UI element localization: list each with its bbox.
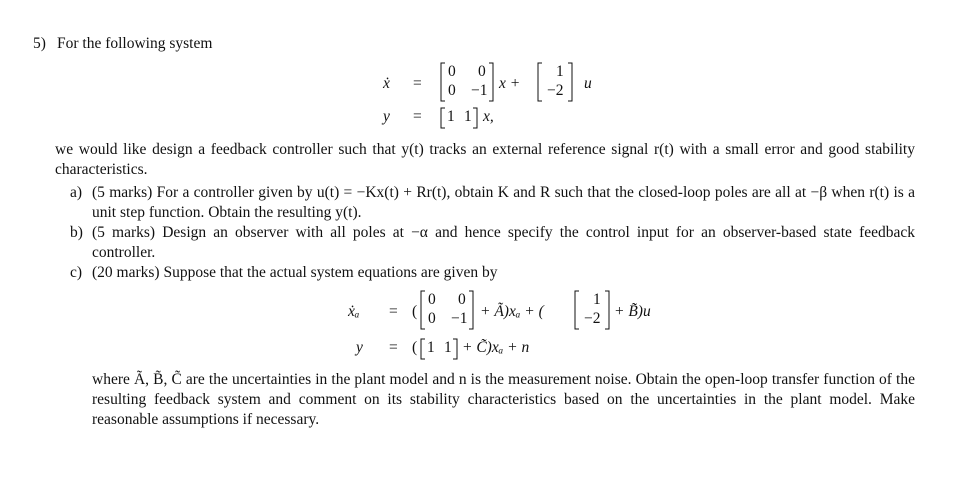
matrix-b bbox=[537, 62, 573, 102]
eq-sign-4: = bbox=[389, 339, 398, 356]
matrix-a-actual bbox=[420, 290, 474, 330]
xa-dot-lhs: ẋₐ bbox=[348, 303, 360, 320]
ba1: 1 bbox=[593, 291, 601, 308]
ca1: 1 bbox=[427, 339, 435, 356]
matrix-b-actual bbox=[574, 290, 610, 330]
problem-intro: For the following system bbox=[57, 35, 213, 52]
x-plus: x + bbox=[499, 75, 521, 92]
closing-paragraph: where Ã, B̃, C̃ are the uncertainties in the plant model and n is the measurement noise. Obtain the open-loop transfer function of the resulting feedback system and comment on its stability characteristics based on the uncertainties in the plant model. Make reasonable assumptions if necessary. bbox=[92, 371, 915, 428]
open-paren-2: ( bbox=[412, 339, 418, 356]
aa12: 0 bbox=[458, 291, 466, 308]
ba2: −2 bbox=[584, 310, 601, 327]
a21: 0 bbox=[448, 82, 456, 99]
a12: 0 bbox=[478, 63, 486, 80]
matrix-c-actual bbox=[420, 338, 458, 360]
b2: −2 bbox=[547, 82, 564, 99]
part-b-label: b) bbox=[70, 224, 83, 241]
x-end: x, bbox=[483, 108, 494, 125]
eq-sign-1: = bbox=[413, 75, 422, 92]
plus-b-tilde: + B̃)u bbox=[614, 303, 651, 320]
aa22: −1 bbox=[451, 310, 468, 327]
aa11: 0 bbox=[428, 291, 436, 308]
part-a bbox=[70, 183, 915, 223]
part-a-text: (5 marks) For a controller given by u(t) = −Kx(t) + Rr(t), obtain K and R such that the closed-loop poles are all at −β when r(t) is a unit step function. Obtain the resulting y(t). bbox=[92, 184, 915, 221]
plus-c-tilde: + C̃)xₐ + n bbox=[462, 339, 530, 356]
c2: 1 bbox=[464, 108, 472, 125]
c1: 1 bbox=[447, 108, 455, 125]
matrix-c bbox=[440, 107, 478, 129]
open-paren-1: ( bbox=[412, 303, 418, 320]
y-lhs: y bbox=[383, 108, 390, 125]
part-c-text: (20 marks) Suppose that the actual system equations are given by bbox=[92, 264, 498, 281]
part-a-label: a) bbox=[70, 184, 83, 201]
problem-number: 5) bbox=[33, 35, 46, 52]
aa21: 0 bbox=[428, 310, 436, 327]
xdot-lhs: ẋ bbox=[383, 75, 390, 92]
part-c-label: c) bbox=[70, 264, 83, 281]
plus-a-tilde: + Ã)xₐ + ( bbox=[480, 303, 544, 320]
ca2: 1 bbox=[444, 339, 452, 356]
part-b-text: (5 marks) Design an observer with all poles at −α and hence specify the control input for an observer-based state feedback controller. bbox=[92, 224, 915, 261]
eq-sign-3: = bbox=[389, 303, 398, 320]
description-paragraph: we would like design a feedback controller such that y(t) tracks an external reference signal r(t) with a small error and good stability characteristics. bbox=[55, 141, 915, 178]
a11: 0 bbox=[448, 63, 456, 80]
y-actual-lhs: y bbox=[356, 339, 363, 356]
u-term: u bbox=[584, 75, 592, 92]
part-b bbox=[70, 223, 915, 263]
matrix-a bbox=[440, 62, 494, 102]
a22: −1 bbox=[471, 82, 488, 99]
part-c bbox=[70, 263, 915, 283]
eq-sign-2: = bbox=[413, 108, 422, 125]
b1: 1 bbox=[556, 63, 564, 80]
